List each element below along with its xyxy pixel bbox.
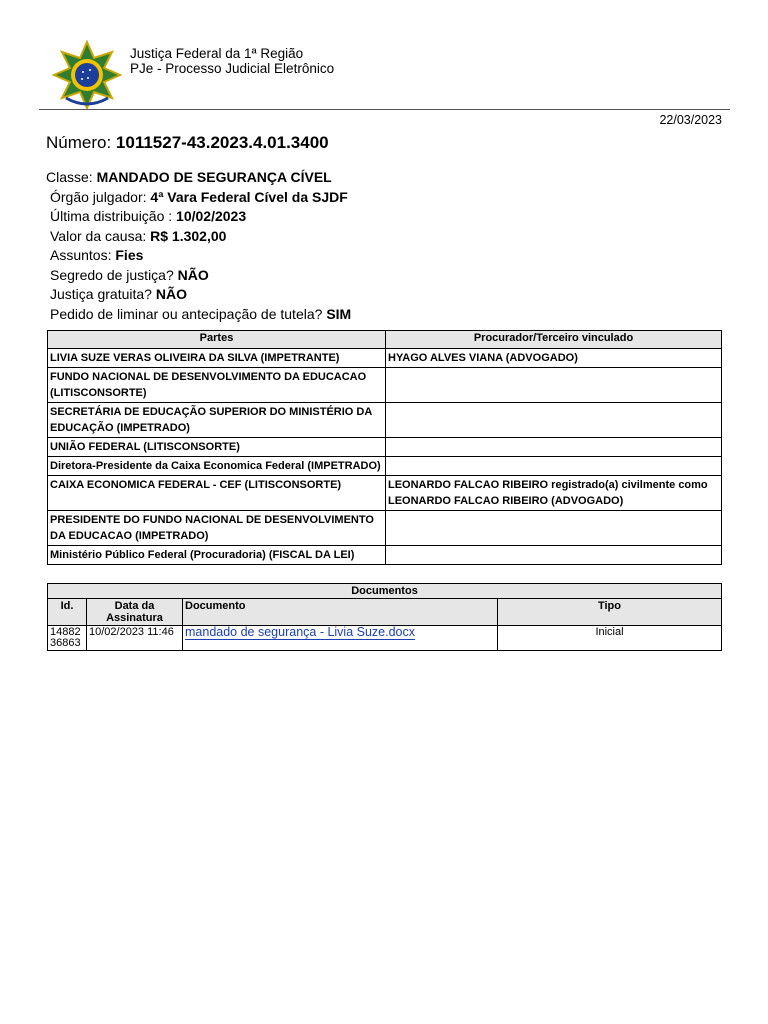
liminar-label: Pedido de liminar ou antecipação de tutela?	[50, 305, 327, 322]
attorney-name	[386, 511, 722, 546]
document-date: 10/02/2023 11:46	[87, 626, 183, 651]
documents-table	[47, 583, 722, 651]
party-name: SECRETÁRIA DE EDUCAÇÃO SUPERIOR DO MINISTÉRIO DA EDUCAÇÃO (IMPETRADO)	[48, 403, 386, 438]
document-type: Inicial	[498, 626, 722, 651]
process-number-value: 1011527-43.2023.4.01.3400	[115, 133, 329, 152]
orgao-label: Órgão julgador:	[50, 188, 151, 205]
signature-date-header: Data da Assinatura	[87, 599, 183, 626]
brazil-coat-of-arms-icon	[52, 40, 122, 110]
documents-title-row	[48, 584, 722, 599]
documents-header-row	[48, 599, 722, 626]
party-name: CAIXA ECONOMICA FEDERAL - CEF (LITISCONSORTE)	[48, 476, 386, 511]
party-name: FUNDO NACIONAL DE DESENVOLVIMENTO DA EDUCACAO (LITISCONSORTE)	[48, 368, 386, 403]
document-id: 14882 36863	[48, 626, 87, 651]
table-row	[48, 476, 722, 511]
document-header: Documento	[183, 599, 498, 626]
liminar-value: SIM	[326, 305, 352, 322]
gratuita-label: Justiça gratuita?	[50, 286, 156, 302]
system-name: PJe - Processo Judicial Eletrônico	[130, 61, 335, 76]
attorney-name	[386, 457, 722, 476]
table-row	[48, 511, 722, 546]
assuntos-label: Assuntos:	[50, 247, 116, 263]
type-header: Tipo	[498, 599, 722, 626]
info-orgao	[46, 188, 351, 208]
process-info	[46, 168, 351, 324]
report-date: 22/03/2023	[659, 113, 722, 127]
party-name: Ministério Público Federal (Procuradoria) (FISCAL DA LEI)	[48, 546, 386, 565]
process-number-label: Número:	[46, 133, 116, 152]
attorney-header: Procurador/Terceiro vinculado	[386, 331, 722, 349]
segredo-value: NÃO	[177, 266, 209, 283]
info-valor	[46, 227, 351, 247]
parties-header-row	[48, 331, 722, 349]
info-distribuicao	[46, 207, 351, 227]
document-cell	[183, 626, 498, 651]
info-liminar	[46, 305, 351, 325]
document-link[interactable]: mandado de segurança - Livia Suze.docx	[185, 625, 416, 639]
info-assuntos	[46, 246, 351, 266]
table-row	[48, 438, 722, 457]
attorney-name: HYAGO ALVES VIANA (ADVOGADO)	[386, 349, 722, 368]
party-name: Diretora-Presidente da Caixa Economica Federal (IMPETRADO)	[48, 457, 386, 476]
info-gratuita	[46, 285, 351, 305]
id-header: Id.	[48, 599, 87, 626]
gratuita-value: NÃO	[155, 286, 187, 302]
parties-header: Partes	[48, 331, 386, 349]
table-row	[48, 403, 722, 438]
party-name: PRESIDENTE DO FUNDO NACIONAL DE DESENVOLVIMENTO DA EDUCACAO (IMPETRADO)	[48, 511, 386, 546]
classe-value: MANDADO DE SEGURANÇA CÍVEL	[96, 169, 332, 185]
table-row	[48, 626, 722, 651]
court-name: Justiça Federal da 1ª Região	[130, 46, 304, 61]
parties-table	[47, 330, 722, 565]
court-header	[130, 46, 334, 76]
attorney-name	[386, 368, 722, 403]
attorney-name: LEONARDO FALCAO RIBEIRO registrado(a) civilmente como LEONARDO FALCAO RIBEIRO (ADVOGADO)	[386, 476, 722, 511]
process-number	[46, 133, 329, 153]
attorney-name	[386, 438, 722, 457]
table-row	[48, 457, 722, 476]
distribuicao-value: 10/02/2023	[176, 208, 247, 224]
table-row	[48, 546, 722, 565]
info-classe	[46, 168, 351, 188]
distribuicao-label: Última distribuição :	[50, 208, 177, 224]
attorney-name	[386, 403, 722, 438]
party-name: LIVIA SUZE VERAS OLIVEIRA DA SILVA (IMPETRANTE)	[48, 349, 386, 368]
party-name: UNIÃO FEDERAL (LITISCONSORTE)	[48, 438, 386, 457]
table-row	[48, 349, 722, 368]
valor-value: R$ 1.302,00	[150, 227, 227, 244]
documents-title: Documentos	[48, 584, 722, 599]
valor-label: Valor da causa:	[50, 227, 151, 244]
classe-label: Classe:	[46, 169, 97, 185]
segredo-label: Segredo de justiça?	[50, 266, 178, 283]
orgao-value: 4ª Vara Federal Cível da SJDF	[150, 188, 348, 205]
table-row	[48, 368, 722, 403]
header-divider	[39, 109, 730, 110]
info-segredo	[46, 266, 351, 286]
assuntos-value: Fies	[115, 247, 144, 263]
attorney-name	[386, 546, 722, 565]
